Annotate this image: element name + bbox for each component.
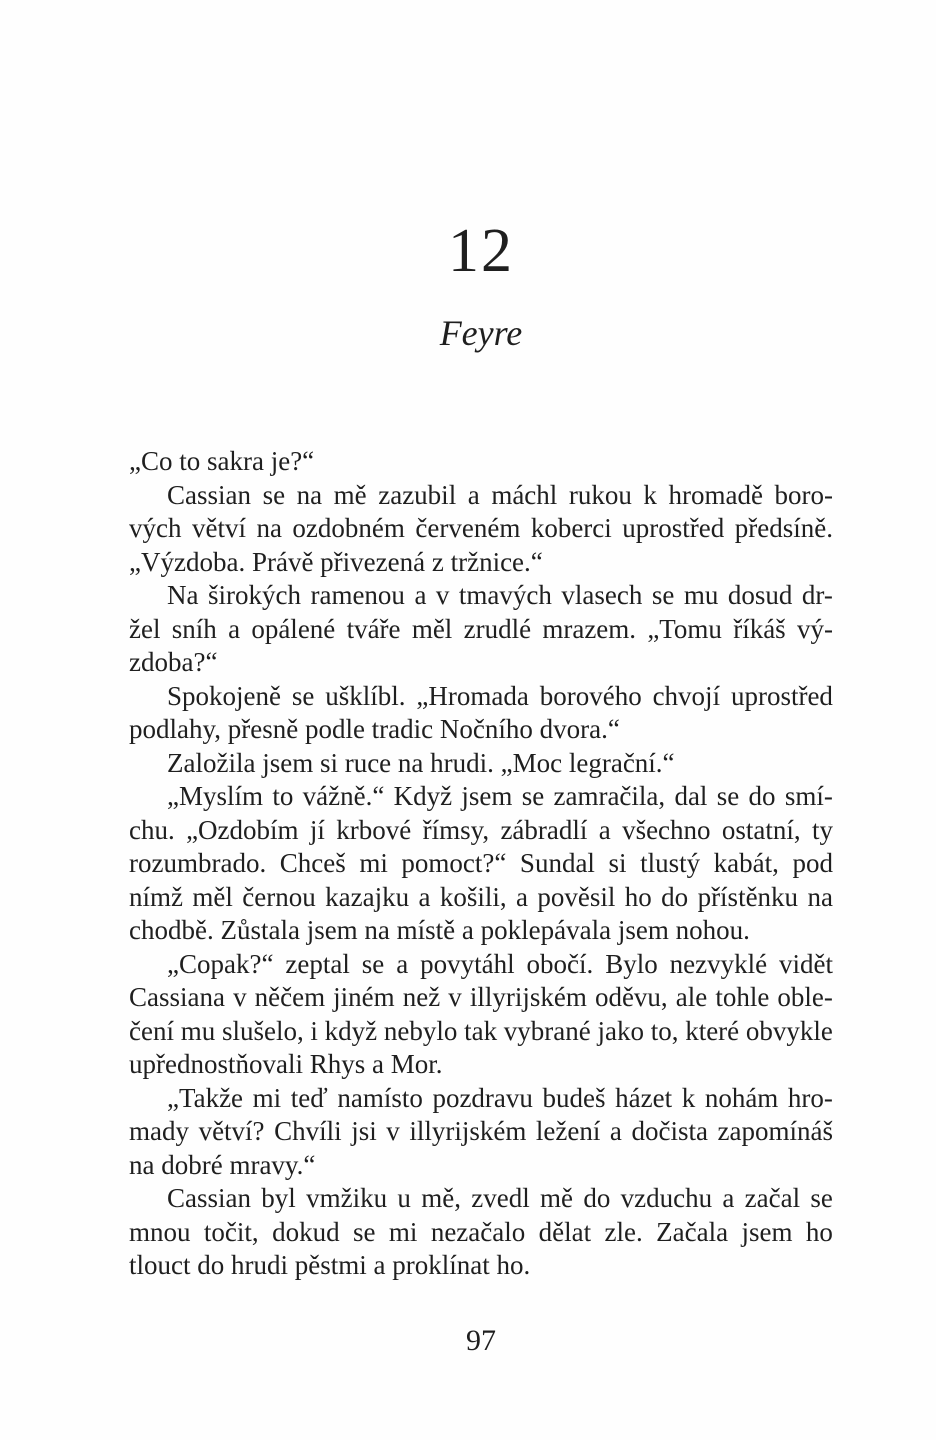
text-line: Cassiana v něčem jiném než v illyrijském oděvu, ale tohle oble- — [129, 982, 833, 1012]
text-line: rozumbrado. Chceš mi pomoct?“ Sundal si tlustý kabát, pod — [129, 848, 833, 878]
chapter-title: Feyre — [439, 313, 523, 353]
text-line: chodbě. Zůstala jsem na místě a poklepávala jsem nohou. — [129, 915, 750, 945]
text-line: „Výzdoba. Právě přivezená z tržnice.“ — [129, 546, 543, 577]
text-line: nímž měl černou kazajku a košili, a pověsil ho do přístěnku na — [129, 881, 833, 912]
text-line: Cassian se na mě zazubil a máchl rukou k hromadě boro- — [167, 479, 833, 510]
text-line: Založila jsem si ruce na hrudi. „Moc legrační.“ — [167, 747, 675, 778]
text-line: vých větví na ozdobném červeném koberci uprostřed předsíně. — [129, 513, 833, 543]
text-line: na dobré mravy.“ — [129, 1149, 316, 1180]
body-text — [129, 445, 833, 1283]
text-line: podlahy, přesně podle tradic Nočního dvora.“ — [129, 714, 620, 744]
text-line: „Myslím to vážně.“ Když jsem se zamračila, dal se do smí- — [167, 781, 833, 811]
page-number: 97 — [466, 1324, 496, 1357]
text-line: Spokojeně se ušklíbl. „Hromada borového chvojí uprostřed — [167, 680, 833, 711]
text-line: „Copak?“ zeptal se a povytáhl obočí. Bylo nezvyklé vidět — [167, 948, 833, 979]
text-line: tlouct do hrudi pěstmi a proklínat ho. — [129, 1250, 531, 1280]
text-line: Na širokých ramenou a v tmavých vlasech se mu dosud dr- — [167, 580, 833, 610]
text-line: čení mu slušelo, i když nebylo tak vybrané jako to, které obvykle — [129, 1015, 833, 1046]
chapter-number: 12 — [448, 217, 514, 285]
text-line: žel sníh a opálené tváře měl zrudlé mrazem. „Tomu říkáš vý- — [129, 613, 833, 644]
text-line: Cassian byl vmžiku u mě, zvedl mě do vzduchu a začal se — [167, 1183, 833, 1213]
text-line: mady větví? Chvíli jsi v illyrijském ležení a dočista zapomínáš — [129, 1116, 833, 1146]
text-line: mnou točit, dokud se mi nezačalo dělat zle. Začala jsem ho — [129, 1216, 833, 1247]
text-line: chu. „Ozdobím jí krbové římsy, zábradlí a všechno ostatní, ty — [129, 814, 833, 845]
text-line: „Co to sakra je?“ — [129, 446, 315, 476]
text-line: „Takže mi teď namísto pozdravu budeš házet k nohám hro- — [167, 1082, 833, 1113]
text-line: upřednostňovali Rhys a Mor. — [129, 1049, 443, 1079]
text-line: zdoba?“ — [129, 647, 218, 677]
